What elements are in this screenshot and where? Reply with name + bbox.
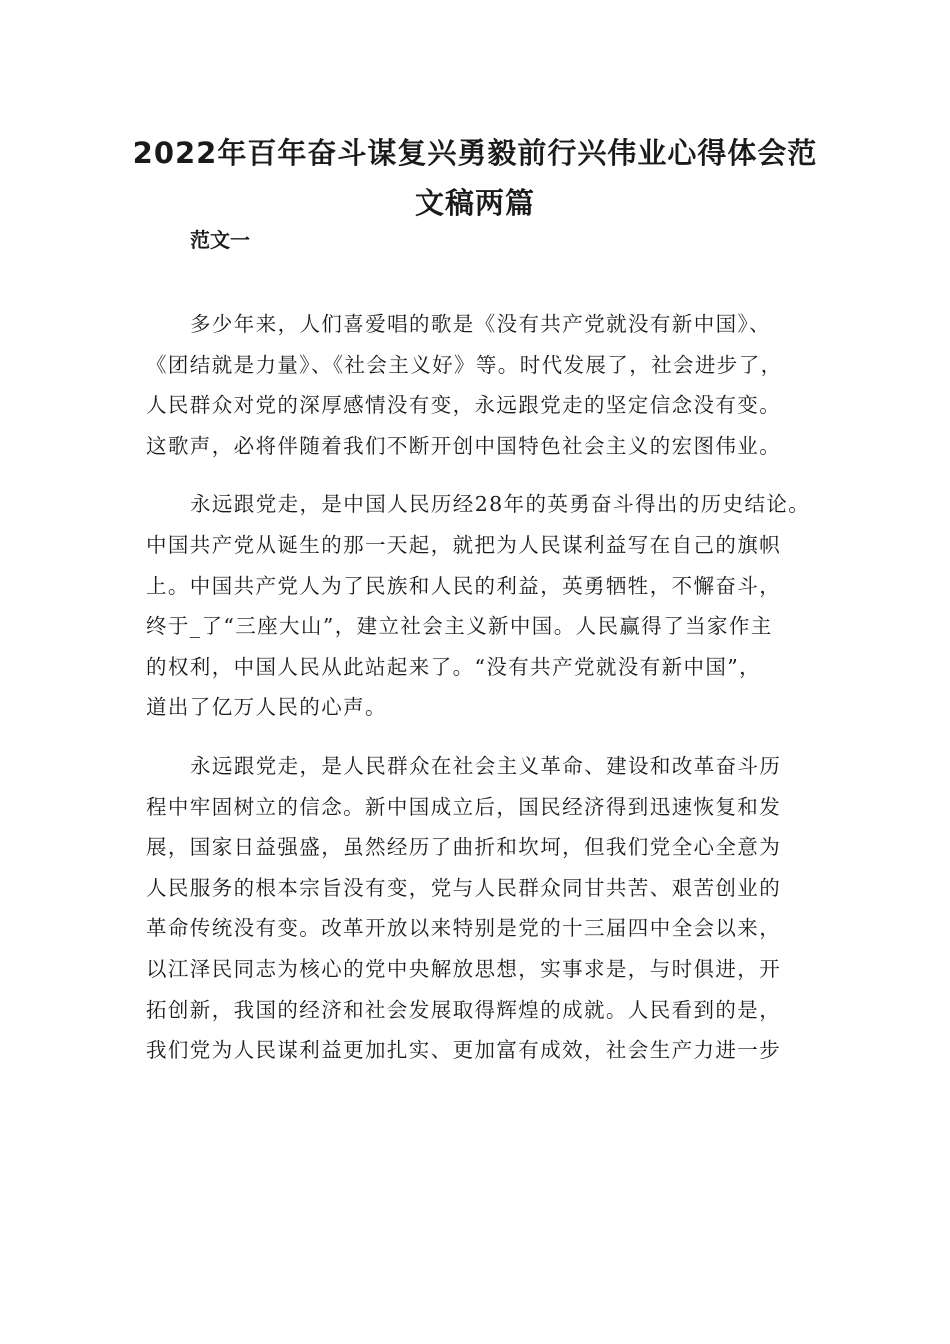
text-line: 上。中国共产党人为了民族和人民的利益，英勇牺牲，不懈奋斗， [146,573,782,598]
body-text [146,304,846,1089]
document-title [120,128,830,228]
text-line: 我们党为人民谋利益更加扎实、更加富有成效，社会生产力进一步 [146,1038,782,1063]
text-line: 人民群众对党的深厚感情没有变，永远跟党走的坚定信念没有变。 [146,393,782,418]
text-line: 革命传统没有变。改革开放以来特别是党的十三届四中全会以来， [146,916,782,941]
text-line: 《团结就是力量》、《社会主义好》等。时代发展了，社会进步了， [146,352,783,377]
text-line: 多少年来，人们喜爱唱的歌是《没有共产党就没有新中国》、 [190,312,772,336]
text-line: 这歌声，必将伴随着我们不断开创中国特色社会主义的宏图伟业。 [146,433,782,458]
paragraph-1 [146,304,846,466]
text-line: 以江泽民同志为核心的党中央解放思想，实事求是，与时俱进，开 [146,956,782,981]
text-line: 道出了亿万人民的心声。 [146,695,387,720]
text-line: 中国共产党从诞生的那一天起，就把为人民谋利益写在自己的旗帜 [146,532,782,557]
title-line-1: 2022年百年奋斗谋复兴勇毅前行兴伟业心得体会范 [132,136,818,170]
paragraph-2 [146,484,846,728]
text-line: 终于_了“三座大山”，建立社会主义新中国。人民赢得了当家作主 [146,614,773,639]
paragraph-3 [146,746,846,1071]
text-line: 程中牢固树立的信念。新中国成立后，国民经济得到迅速恢复和发 [146,794,782,819]
text-line: 拓创新，我国的经济和社会发展取得辉煌的成就。人民看到的是， [146,997,782,1022]
text-line: 永远跟党走，是中国人民历经28年的英勇奋斗得出的历史结论。 [190,492,811,517]
title-line-2: 文稿两篇 [414,186,535,220]
section-heading: 范文一 [190,228,250,252]
text-line: 的权利，中国人民从此站起来了。“没有共产党就没有新中国”， [146,654,762,679]
text-line: 人民服务的根本宗旨没有变，党与人民群众同甘共苦、艰苦创业的 [146,875,782,900]
text-line: 永远跟党走，是人民群众在社会主义革命、建设和改革奋斗历 [190,753,782,778]
text-line: 展，国家日益强盛，虽然经历了曲折和坎坷，但我们党全心全意为 [146,835,782,860]
